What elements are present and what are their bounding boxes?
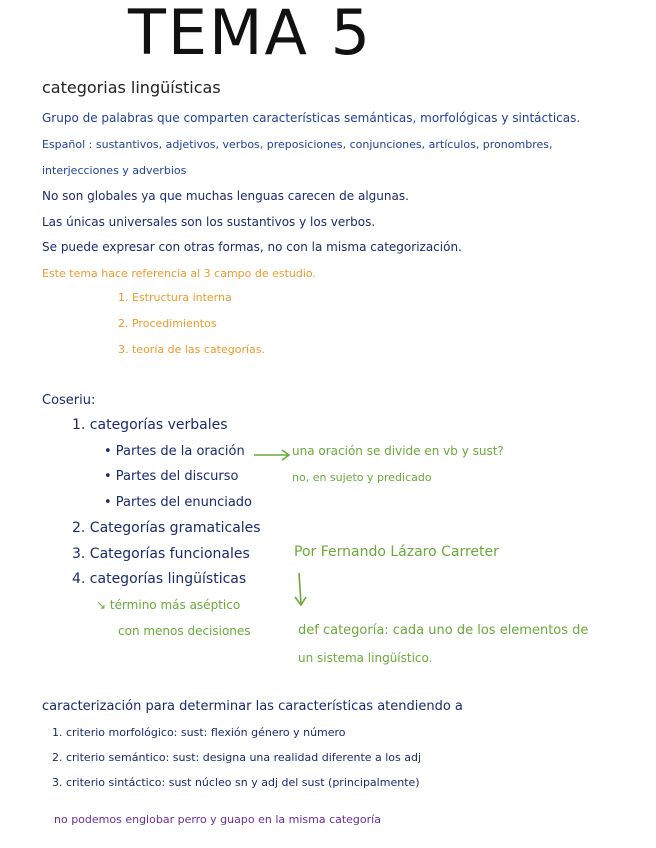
coseriu-bullet-2: • Partes del discurso xyxy=(104,469,239,484)
intro-line-1: Grupo de palabras que comparten características semánticas, morfológicas y sintácticas. xyxy=(42,111,581,125)
note-por: Por Fernando Lázaro Carreter xyxy=(294,544,499,560)
criterio-2: 2. criterio semántico: sust: designa una realidad diferente a los adj xyxy=(52,751,422,764)
note-oracion-2: no, en sujeto y predicado xyxy=(292,471,432,484)
note-oracion-1: una oración se divide en vb y sust? xyxy=(292,444,504,458)
intro-line-2: Español : sustantivos, adjetivos, verbos, preposiciones, conjunciones, artículos, pronombres, xyxy=(42,138,553,151)
coseriu-item-1: 1. categorías verbales xyxy=(72,417,228,433)
criterio-3: 3. criterio sintáctico: sust núcleo sn y adj del sust (principalmente) xyxy=(52,776,420,789)
footer-note: no podemos englobar perro y guapo en la misma categoría xyxy=(54,813,381,826)
coseriu-bullet-1: • Partes de la oración xyxy=(104,444,245,459)
note-def-2: un sistema lingüístico. xyxy=(298,651,433,665)
intro-line-3: interjecciones y adverbios xyxy=(42,164,187,177)
coseriu-bullet-3: • Partes del enunciado xyxy=(104,495,253,510)
orange-intro: Este tema hace referencia al 3 campo de estudio. xyxy=(42,267,316,280)
note-def-1: def categoría: cada uno de los elementos de xyxy=(298,623,589,638)
coseriu-item-4: 4. categorías lingüísticas xyxy=(72,571,247,587)
section-heading: categorias lingüísticas xyxy=(42,78,221,97)
criterio-1: 1. criterio morfológico: sust: flexión género y número xyxy=(52,726,346,739)
coseriu-item-2: 2. Categorías gramaticales xyxy=(72,520,261,536)
orange-item-1: 1. Estructura interna xyxy=(118,291,232,304)
coseriu-sub-1: ↘ término más aséptico xyxy=(96,598,241,612)
coseriu-label: Coseriu: xyxy=(42,393,96,408)
criterios-intro: caracterización para determinar las características atendiendo a xyxy=(42,699,463,714)
coseriu-sub-2: con menos decisiones xyxy=(118,624,251,638)
orange-item-2: 2. Procedimientos xyxy=(118,317,217,330)
page-title: TEMA 5 xyxy=(128,0,373,69)
right-arrow-icon xyxy=(254,449,294,461)
orange-item-3: 3. teoría de las categorías. xyxy=(118,343,266,356)
intro-line-4: No son globales ya que muchas lenguas carecen de algunas. xyxy=(42,189,409,203)
intro-line-6: Se puede expresar con otras formas, no con la misma categorización. xyxy=(42,240,462,254)
down-arrow-icon xyxy=(293,572,309,608)
intro-line-5: Las únicas universales son los sustantivos y los verbos. xyxy=(42,215,376,229)
coseriu-item-3: 3. Categorías funcionales xyxy=(72,546,250,562)
